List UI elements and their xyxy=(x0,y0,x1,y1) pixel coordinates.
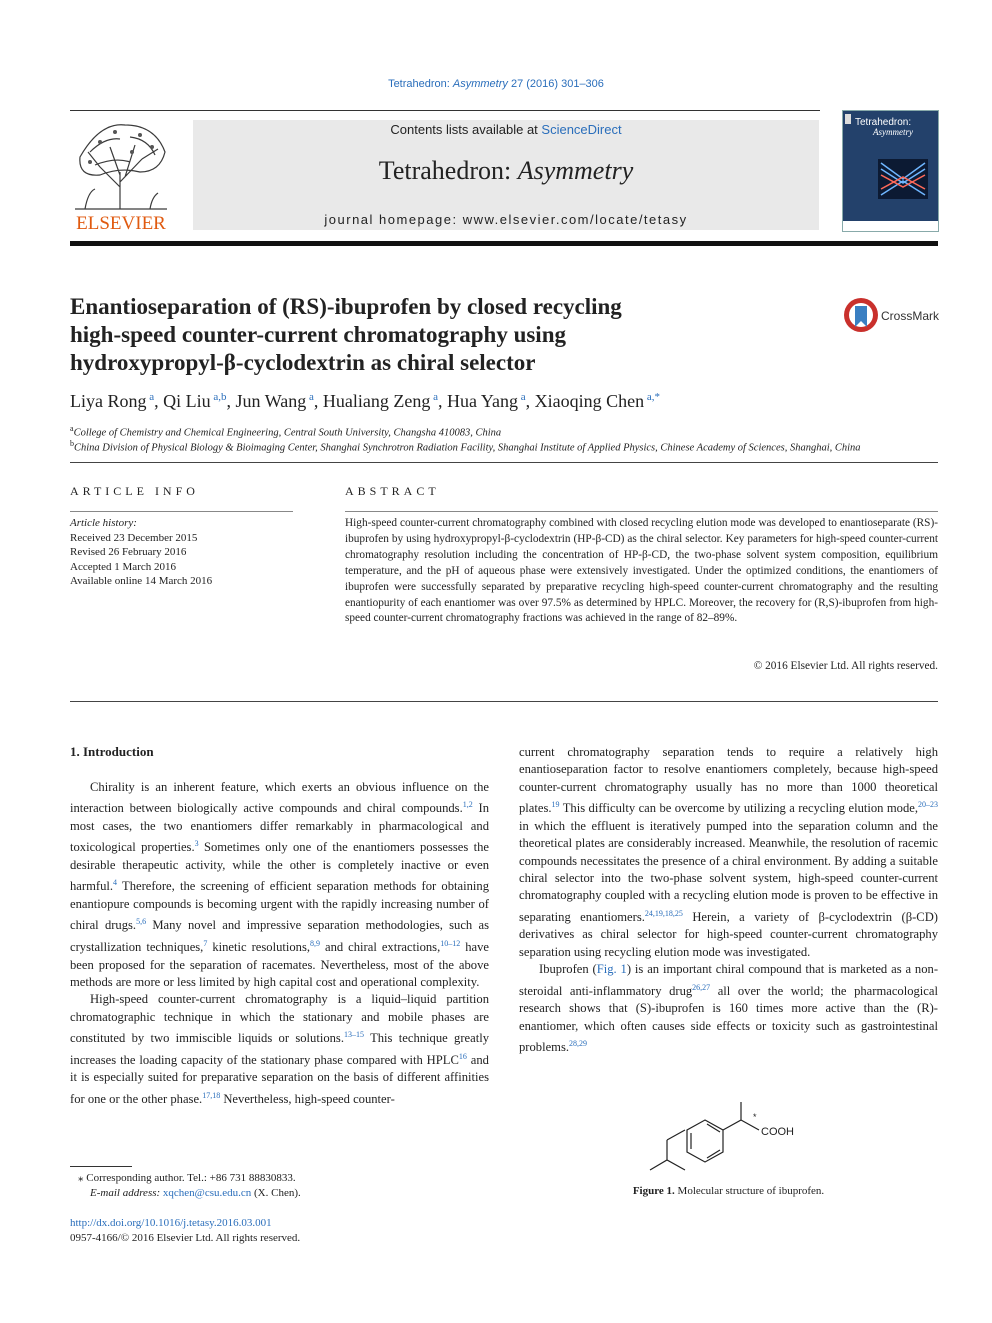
article-info-rule xyxy=(70,511,293,512)
footnote-rule xyxy=(70,1166,132,1167)
elsevier-wordmark: ELSEVIER xyxy=(76,213,166,232)
citation-ref[interactable]: 13–15 xyxy=(343,1030,364,1040)
title-line-2: high-speed counter-current chromatography using xyxy=(70,322,566,347)
homepage-prefix: journal homepage: xyxy=(324,212,463,227)
citation-ref[interactable]: 4 xyxy=(113,878,118,888)
header-thick-rule xyxy=(70,241,938,246)
journal-masthead xyxy=(193,120,819,230)
body-rule xyxy=(70,701,938,702)
author-affiliation-mark[interactable]: a xyxy=(306,391,314,403)
citation-ref[interactable]: 5,6 xyxy=(136,917,147,927)
footnotes xyxy=(78,1171,478,1201)
title-line-1: Enantioseparation of (RS)-ibuprofen by closed recycling xyxy=(70,294,622,319)
citation-journal-italic: Asymmetry xyxy=(452,78,508,90)
email-note: E-mail address: xqchen@csu.edu.cn (X. Chen). xyxy=(90,1187,301,1199)
issn-line: 0957-4166/© 2016 Elsevier Ltd. All rights reserved. xyxy=(70,1232,301,1244)
citation-ref[interactable]: 7 xyxy=(203,939,208,948)
doi-link[interactable]: http://dx.doi.org/10.1016/j.tetasy.2016.03.001 xyxy=(70,1217,272,1229)
intro-paragraph-3: Ibuprofen (Fig. 1) is an important chiral compound that is marketed as a non-steroidal anti-inflammatory drug$^{26,27}$ all over the world; the pharmacological research shows that (S)-ibuprofen is 160 times more active than the (R)-enantiomer, which often causes side effects or toxicity such as gastrointestinal problems.$^{28,29}$ xyxy=(519,962,939,1055)
author-name[interactable]: Hua Yang xyxy=(447,391,519,411)
affiliation-b: $^b$China Division of Physical Biology & Bioimaging Center, Shanghai Synchrotron Radiation Facility, Shanghai Institute of Applied Physics, Chinese Academy of Sciences, Shanghai, China xyxy=(70,439,861,454)
crossmark-label: CrossMark xyxy=(881,309,940,323)
abstract-text: High-speed counter-current chromatography combined with closed recycling elution mode was developed to enantioseparate (RS)-ibuprofen by using hydroxypropyl-β-cyclodextrin (HP-β-CD) as the chiral selector. Key parameters for high-speed counter-current chromatography resolution including the concentration of HP-β-CD, the two-phase solvent system composition, equilibrium temperature, and the pH of aqueous phase were extensively investigated. Under the optimized conditions, the enantiomers of ibuprofen were successfully separated by preparative recycling high-speed counter-current chromatography and the resulting enantiopurity of each enantiomer was over 97.5% as determined by HPLC. Moreover, the recovery for (R,S)-ibuprofen from high-speed counter-current chromatography fractions was achieved in the range of 82–89%. xyxy=(345,517,938,625)
figure-caption-text: Molecular structure of ibuprofen. xyxy=(677,1185,825,1197)
corresponding-author-note: ⁎ Corresponding author. Tel.: +86 731 88830833. xyxy=(78,1172,296,1184)
cooh-group-label: COOH xyxy=(761,1126,794,1138)
citation-ref[interactable]: 26,27 xyxy=(692,982,711,992)
crossmark-badge[interactable] xyxy=(843,297,943,335)
sciencedirect-link[interactable]: ScienceDirect xyxy=(541,122,622,137)
citation-ref[interactable]: 10–12 xyxy=(440,939,461,948)
journal-homepage xyxy=(193,212,819,227)
citation-ref[interactable]: 19 xyxy=(551,800,560,810)
cover-title: Tetrahedron: xyxy=(855,117,912,128)
author-name[interactable]: Qi Liu xyxy=(163,391,211,411)
email-link[interactable]: xqchen@csu.edu.cn xyxy=(162,1187,252,1199)
contents-line xyxy=(193,122,819,137)
citation-volume: 27 (2016) 301–306 xyxy=(507,78,604,90)
elsevier-logo xyxy=(70,117,172,232)
intro-paragraph-1: Chirality is an inherent feature, which exerts an obvious influence on the interaction between biologically active compounds and chiral compounds.$^{1,2}$ In most cases, the two enantiomers differ remarkably in pharmacological and toxicological properties.$^3$ Sometimes only one of the enantiomers possesses the desirable therapeutic activity, while the other is completely inactive or even harmful.$^4$ Therefore, the screening of efficient separation methods for obtaining enantiopure compounds is becoming urgent with the rapidly increasing number of chiral drugs.$^{5,6}$ Many novel and impressive separation methodologies, such as crystallization techniques,$^7$ kinetic resolutions,$^{8,9}$ and chiral extractions,$^{10-12}$ have been proposed for the separation of racemates. Nevertheless, most of the above methods are more or less limited by high capital cost and operational complexity. xyxy=(70,780,490,989)
contents-prefix: Contents lists available at xyxy=(390,122,542,137)
citation-ref[interactable]: 1,2 xyxy=(462,800,473,810)
figure-label: Figure 1. xyxy=(632,1185,675,1197)
author-name[interactable]: Xiaoqing Chen xyxy=(534,391,645,411)
citation-ref[interactable]: 24,19,18,25 xyxy=(644,908,683,918)
ibuprofen-structure-figure xyxy=(645,1100,815,1180)
journal-cover-thumbnail[interactable] xyxy=(842,110,939,232)
section-heading-introduction: 1. Introduction xyxy=(70,744,154,759)
journal-name xyxy=(193,156,819,186)
article-history xyxy=(70,516,290,589)
article-info-label: ARTICLE INFO xyxy=(70,484,199,498)
citation-ref[interactable]: 16 xyxy=(458,1051,467,1061)
affiliation-rule xyxy=(70,462,938,463)
author-name[interactable]: Jun Wang xyxy=(235,391,307,411)
citation-ref[interactable]: 17,18 xyxy=(202,1090,221,1100)
citation-ref[interactable]: 20–23 xyxy=(918,800,938,810)
header-rule xyxy=(70,110,820,111)
author-affiliation-mark[interactable]: a xyxy=(430,391,438,403)
journal-citation[interactable] xyxy=(0,78,992,90)
citation-journal: Tetrahedron: xyxy=(388,78,453,90)
cover-subtitle: Asymmetry xyxy=(873,127,913,137)
citation-ref[interactable]: 8,9 xyxy=(310,939,321,948)
homepage-url[interactable]: www.elsevier.com/locate/tetasy xyxy=(462,212,688,227)
intro-paragraph-2-part-2: current chromatography separation tends to require a relatively high enantioseparation factor to resolve enantiomers completely, because high-speed counter-current chromatography usually has no more than 1000 theoretical plates.$^{19}$ This difficulty can be overcome by utilizing a recycling elution mode,$^{20-23}$ in which the effluent is iteratively pumped into the separation column and the theoretical plates are considerably increased. Meanwhile, the resolution of racemic compounds necessitates the presence of a chiral environment. By adding a suitable chiral selector into the two-phase solvent system, high-speed counter-current chromatography coupled with a recycling elution mode is proven to be effective in separating enantiomers.$^{24,19,18,25}$ Herein, a variety of β-cyclodextrin (β-CD) derivatives as chiral selector for high-speed counter-current chromatography separation using recycling elution mode was investigated. xyxy=(519,745,938,959)
history-accepted: Accepted 1 March 2016 xyxy=(70,560,176,573)
author-affiliation-mark[interactable]: a xyxy=(518,391,526,403)
citation-ref[interactable]: 28,29 xyxy=(569,1039,588,1049)
body-column-left xyxy=(70,779,489,1108)
title-line-3: hydroxypropyl-β-cyclodextrin as chiral selector xyxy=(70,350,536,375)
history-heading: Article history: xyxy=(70,517,137,529)
history-received: Received 23 December 2015 xyxy=(70,531,198,544)
stereo-center-mark: * xyxy=(753,1112,757,1122)
journal-name-plain: Tetrahedron: xyxy=(378,156,518,185)
affiliation-a: $^a$College of Chemistry and Chemical Engineering, Central South University, Changsha 410083, China xyxy=(70,424,502,439)
author-affiliation-mark[interactable]: a,* xyxy=(644,391,661,403)
body-column-right xyxy=(519,744,938,1057)
intro-paragraph-2-part-1: High-speed counter-current chromatography is a liquid–liquid partition chromatographic technique in which the stationary and mobile phases are constituted by two immiscible liquids or solutions.$^{13-15}$ This technique greatly increases the loading capacity of the stationary phase compared with HPLC$^{16}$ and it is especially suited for preparative separation on the basis of different affinities for one or the other phase.$^{17,18}$ Nevertheless, high-speed counter- xyxy=(70,992,489,1106)
citation-ref[interactable]: 3 xyxy=(194,839,199,849)
history-online: Available online 14 March 2016 xyxy=(70,575,213,588)
author-affiliation-mark[interactable]: a xyxy=(146,391,155,403)
abstract-label: ABSTRACT xyxy=(345,484,440,498)
author-list: Liya Rong $^a$, Qi Liu $^{a,b}$, Jun Wang $^a$, Hualiang Zeng $^a$, Hua Yang $^a$, Xiaoqing Chen $^{a,*}$ xyxy=(70,391,661,411)
author-affiliation-mark[interactable]: a,b xyxy=(210,391,227,403)
abstract-rule xyxy=(345,511,938,512)
author-name[interactable]: Liya Rong xyxy=(70,391,147,411)
figure-ref-link[interactable]: Fig. 1 xyxy=(596,962,627,977)
abstract-copyright: © 2016 Elsevier Ltd. All rights reserved. xyxy=(753,660,938,672)
article-title xyxy=(70,293,770,377)
doi-block xyxy=(70,1216,470,1246)
history-revised: Revised 26 February 2016 xyxy=(70,546,187,559)
figure-caption xyxy=(519,1185,938,1197)
author-name[interactable]: Hualiang Zeng xyxy=(322,391,431,411)
journal-name-italic: Asymmetry xyxy=(517,156,634,185)
